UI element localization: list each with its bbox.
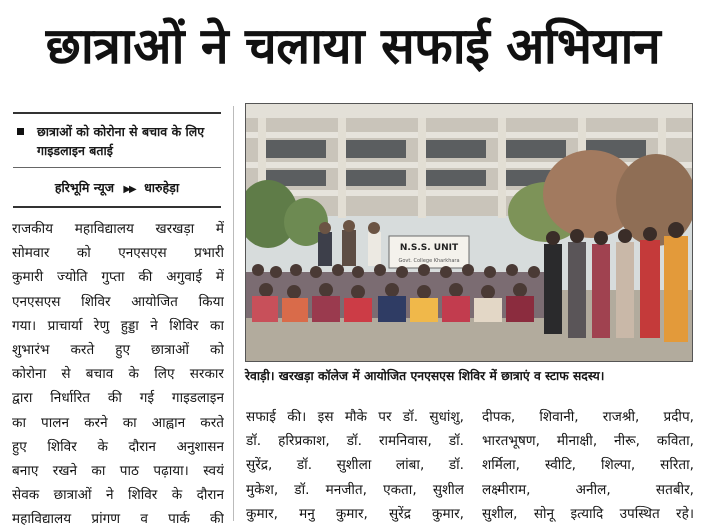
body-line: कुमार, मनु कुमार, सुरेंद्र कुमार, [246,505,464,522]
body-line: गया। प्राचार्या रेणु हुड्डा ने शिविर का [12,317,224,334]
banner-text: N.S.S. UNIT [399,243,459,253]
body-line: सुरेंद्र, डॉ. सुशीला लांबा, डॉ. [246,457,464,474]
top-rule [13,112,221,114]
body-line: कुमारी ज्योति गुप्ता की अगुवाई में [12,269,224,286]
body-line: सुशील, सोनू इत्यादि उपस्थित रहे। [482,505,694,522]
subhead-text: छात्राओं को कोरोना से बचाव के लिए गाइडलाइन बताई [37,124,205,158]
body-line: हुए शिविर के दौरान अनुशासन [12,438,224,455]
column-divider [233,106,234,521]
byline [13,179,221,199]
subhead-block [13,112,221,208]
headline: छात्राओं ने चलाया सफाई अभियान [45,17,661,75]
body-line: शर्मिला, स्वीटि, शिल्पा, सरिता, [482,457,694,474]
body-line: सोमवार को एनएसएस प्रभारी [12,245,224,262]
body-line: डॉ. हरिप्रकाश, डॉ. रामनिवास, डॉ. [246,433,464,450]
body-line: महाविद्यालय प्रांगण व पार्क की [12,511,224,528]
subhead-rule [13,167,221,168]
body-line: भारतभूषण, मीनाक्षी, नीरू, कविता, [482,433,694,450]
bullet-icon [17,128,24,135]
body-line: शुभारंभ करते हुए छात्राओं को [12,341,224,358]
body-line: लक्ष्मीराम, अनील, सतबीर, [482,481,694,498]
article-body-left [12,217,224,531]
photo-illustration [246,104,692,361]
byline-location: धारुहेड़ा [144,180,180,195]
double-arrow-icon: ▶▶ [123,184,135,195]
body-line: सफाई की। इस मौके पर डॉ. सुधांशु, [246,409,464,425]
body-line: बनाए रखने का पाठ पढ़ाया। स्वयं [12,462,224,479]
body-line: सेवक छात्राओं ने शिविर के दौरान [12,487,224,504]
body-line: एनएसएस शिविर आयोजित किया [12,293,224,310]
body-line: का पालन करने का आह्वान करते [12,414,224,431]
article-body-right [482,405,694,526]
photo-caption: रेवाड़ी। खरखड़ा कॉलेज में आयोजित एनएसएस शिविर में छात्राएं व स्टाफ सदस्य। [245,369,605,383]
banner-subtext: Govt. College Kharkhara [398,258,460,264]
byline-rule [13,206,221,208]
body-line: मुकेश, डॉ. मनजीत, एकता, सुशील [246,481,464,498]
subhead [13,122,221,160]
article-body-middle [246,405,464,526]
body-line: द्वारा निर्धारित की गई गाइडलाइन [12,390,224,407]
byline-source: हरिभूमि न्यूज [54,180,114,195]
body-line: राजकीय महाविद्यालय खरखड़ा में [12,221,224,237]
body-line: दीपक, शिवानी, राजश्री, प्रदीप, [482,409,694,425]
news-photo [245,103,693,362]
body-line: कोरोना से बचाव के लिए सरकार [12,366,224,383]
